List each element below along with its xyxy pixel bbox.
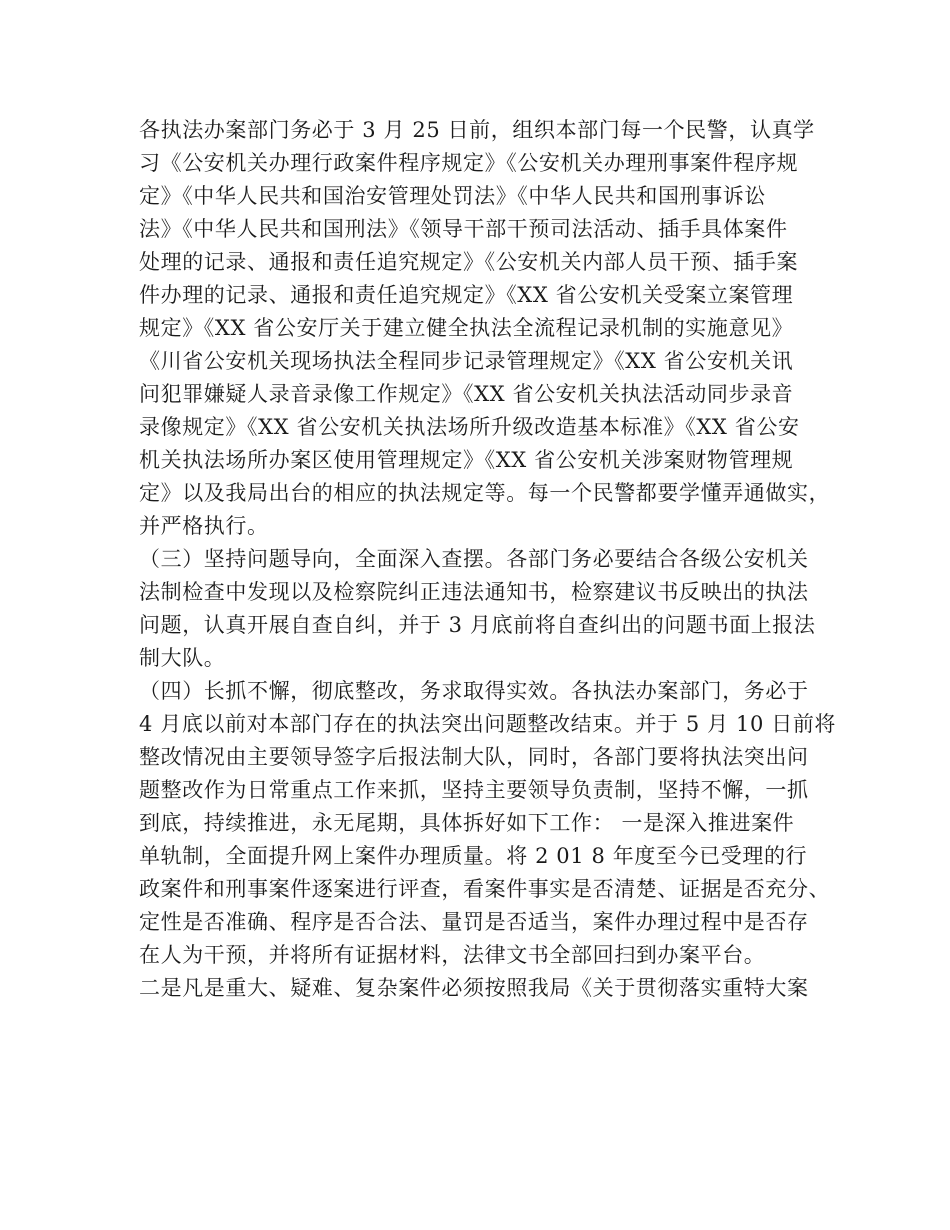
text-line: 习《公安机关办理行政案件程序规定》《公安机关办理刑事案件程序规 bbox=[139, 151, 799, 175]
text-line: 二是凡是重大、疑难、复杂案件必须按照我局《关于贯彻落实重特大案 bbox=[139, 976, 809, 1000]
text-line: 录像规定》《XX 省公安机关执法场所升级改造基本标准》《XX 省公安 bbox=[139, 415, 800, 439]
text-line: 件办理的记录、通报和责任追究规定》《XX 省公安机关受案立案管理 bbox=[139, 283, 794, 307]
text-line: 机关执法场所办案区使用管理规定》《XX 省公安机关涉案财物管理规 bbox=[139, 448, 794, 472]
text-line: 法》《中华人民共和国刑法》《领导干部干预司法活动、插手具体案件 bbox=[139, 217, 788, 241]
text-line: 整改情况由主要领导签字后报法制大队，同时，各部门要将执法突出问 bbox=[139, 745, 809, 769]
text-line: 并严格执行。 bbox=[139, 514, 269, 538]
text-line: 政案件和刑事案件逐案进行评查，看案件事实是否清楚、证据是否充分、 bbox=[139, 877, 831, 901]
text-line: 法制检查中发现以及检察院纠正违法通知书，检察建议书反映出的执法 bbox=[139, 580, 809, 604]
text-line: 《川省公安机关现场执法全程同步记录管理规定》《XX 省公安机关讯 bbox=[139, 349, 794, 373]
text-line: 定性是否准确、程序是否合法、量罚是否适当，案件办理过程中是否存 bbox=[139, 910, 809, 934]
text-line: 在人为干预，并将所有证据材料，法律文书全部回扫到办案平台。 bbox=[139, 943, 766, 967]
text-line: （四）长抓不懈，彻底整改，务求取得实效。各执法办案部门，务必于 bbox=[139, 679, 809, 703]
text-line: 规定》《XX 省公安厅关于建立健全执法全流程记录机制的实施意见》 bbox=[139, 316, 794, 340]
text-line: 定》以及我局出台的相应的执法规定等。每一个民警都要学懂弄通做实， bbox=[139, 481, 831, 505]
document-body bbox=[139, 114, 837, 1005]
text-line: 问犯罪嫌疑人录音录像工作规定》《XX 省公安机关执法活动同步录音 bbox=[139, 382, 794, 406]
text-line: 各执法办案部门务必于 3 月 25 日前，组织本部门每一个民警，认真学 bbox=[139, 118, 815, 142]
text-line: 定》《中华人民共和国治安管理处罚法》《中华人民共和国刑事诉讼 bbox=[139, 184, 766, 208]
text-line: 题整改作为日常重点工作来抓，坚持主要领导负责制，坚持不懈，一抓 bbox=[139, 778, 809, 802]
text-line: 4 月底以前对本部门存在的执法突出问题整改结束。并于 5 月 10 日前将 bbox=[139, 712, 837, 736]
text-line: 制大队。 bbox=[139, 646, 226, 670]
text-line: 处理的记录、通报和责任追究规定》《公安机关内部人员干预、插手案 bbox=[139, 250, 799, 274]
text-line: 单轨制，全面提升网上案件办理质量。将 2 01 8 年度至今已受理的行 bbox=[139, 844, 808, 868]
text-line: 问题，认真开展自查自纠，并于 3 月底前将自查纠出的问题书面上报法 bbox=[139, 613, 816, 637]
text-line: （三）坚持问题导向，全面深入查摆。各部门务必要结合各级公安机关 bbox=[139, 547, 809, 571]
text-line: 到底，持续推进，永无尾期，具体拆好如下工作： 一是深入推进案件 bbox=[139, 811, 795, 835]
